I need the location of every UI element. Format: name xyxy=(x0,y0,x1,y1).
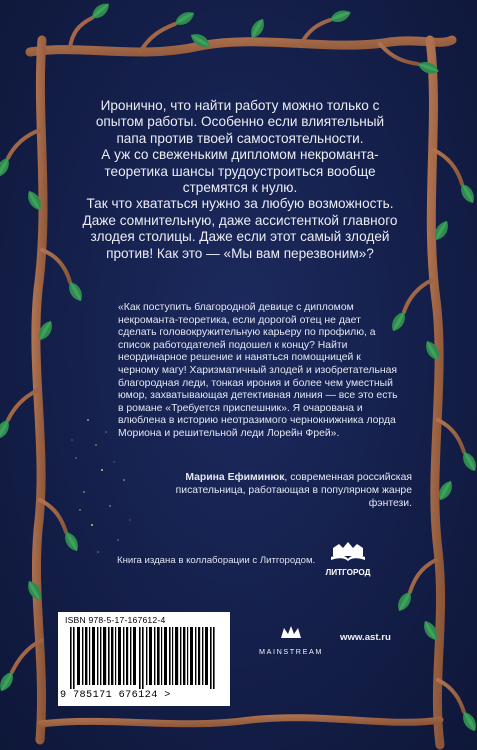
publisher-name: MAINSTREAM xyxy=(259,647,323,656)
review-quote: «Как поступить благородной девице с дипломом некроманта-теоретика, если дорогой отец не дает сделать головокружительную карьеру по профилю, а список работодателей подошел к концу? Найти неординарное решение и наняться помощницей к черному магу! Харизматичный злодей и изобретательная благородная леди, тонкая ирония и более чем уместный юмор, захватывающая детективная линия — все это есть в романе «Требуется приспешник». Я очарована и влюблена в историю неотразимого чернокнижника лорда Мориона и решительной леди Лорейн Фрей». xyxy=(118,302,398,439)
blurb-paragraph-2: А уж со свеженьким дипломом некроманта-теоретика шансы трудоустроиться вообще стремятся к нулю. xyxy=(101,147,379,196)
litgorod-book-icon xyxy=(329,540,367,562)
author-description: , современная российская писательница, работающая в популярном жанре фэнтези. xyxy=(175,472,412,509)
litgorod-label: ЛИТГОРОД xyxy=(325,568,371,577)
blurb-paragraph-3: Так что хвататься нужно за любую возможность. Даже сомнительную, даже ассистенткой главного злодея столицы. Даже если этот самый злодей против! Как это — «Мы вам перезвоним»? xyxy=(82,196,398,261)
author-name: Марина Ефиминюк xyxy=(185,472,285,483)
isbn-barcode xyxy=(58,612,230,706)
litgorod-logo xyxy=(318,540,378,580)
crown-icon xyxy=(280,625,302,639)
publisher-logo xyxy=(255,625,327,656)
barcode-digits: 9 785171 676124 > xyxy=(60,690,171,701)
blurb-paragraph-1: Иронично, что найти работу можно только с опытом работы. Особенно если влиятельный папа против твоей самостоятельности. xyxy=(95,98,385,146)
barcode-bars xyxy=(68,627,220,689)
collaboration-note: Книга издана в коллаборации с Литгородом. xyxy=(117,555,316,566)
review-author xyxy=(136,471,412,510)
isbn-text: ISBN 978-5-17-167612-4 xyxy=(65,615,166,625)
blurb xyxy=(80,98,400,262)
publisher-website: www.ast.ru xyxy=(340,632,391,643)
